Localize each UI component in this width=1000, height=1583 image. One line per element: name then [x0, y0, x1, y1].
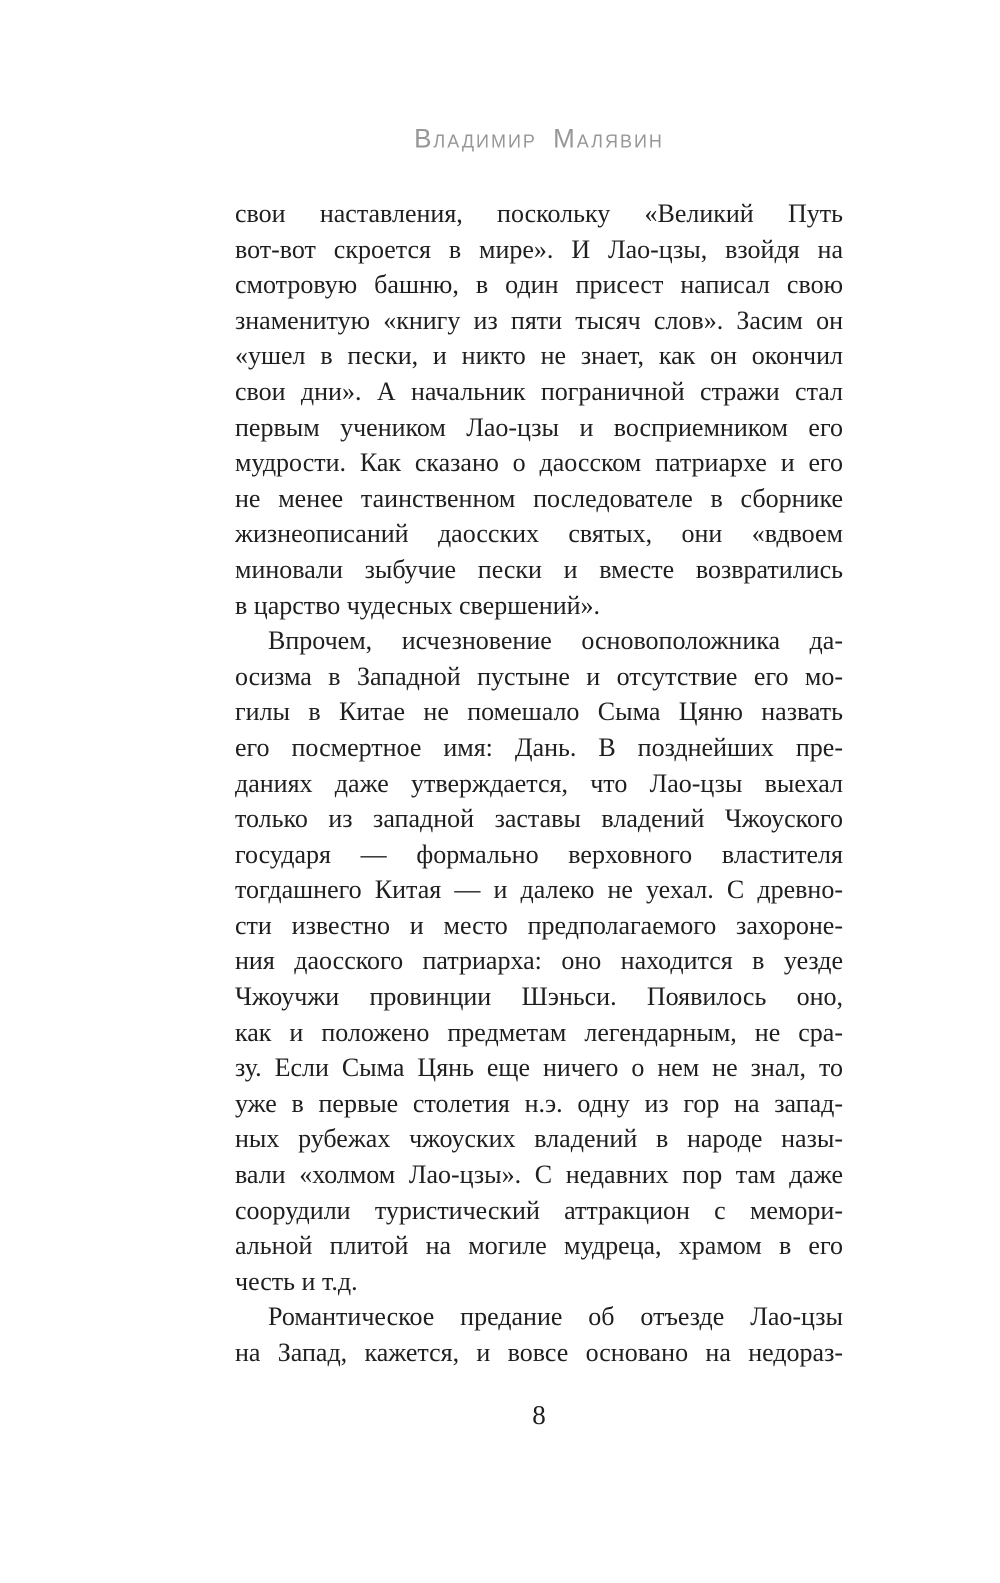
text-line: осизма в Западной пустыне и отсутствие его мо- — [235, 661, 843, 691]
text-line: гилы в Китае не помешало Сыма Цяню назвать — [235, 697, 843, 727]
text-line: его посмертное имя: Дань. В позднейших пре- — [235, 732, 843, 762]
text-line: Романтическое предание об отъезде Лао-цзы — [268, 1302, 843, 1332]
text-line: мудрости. Как сказано о даосском патриархе и его — [235, 448, 843, 478]
text-line: смотровую башню, в один присест написал свою — [235, 270, 843, 300]
page-number: 8 — [532, 1400, 546, 1430]
text-line: в царство чудесных свершений». — [235, 590, 601, 620]
text-line: ния даосского патриарха: оно находится в уезде — [235, 946, 843, 976]
text-line: вот-вот скроется в мире». И Лао-цзы, взойдя на — [235, 234, 843, 264]
text-line: свои наставления, поскольку «Великий Путь — [235, 199, 843, 228]
text-line: как и положено предметам легендарным, не сра- — [235, 1017, 843, 1047]
text-line: жизнеописаний даосских святых, они «вдвоем — [235, 519, 843, 549]
text-line: государя — формально верховного властителя — [235, 839, 843, 869]
text-line: первым учеником Лао-цзы и восприемником его — [235, 412, 843, 442]
text-line: только из западной заставы владений Чжоуского — [235, 804, 843, 834]
text-line: сти известно и место предполагаемого захороне- — [235, 910, 843, 940]
text-line: зу. Если Сыма Цянь еще ничего о нем не знал, то — [235, 1053, 843, 1083]
text-line: миновали зыбучие пески и вместе возвратились — [235, 554, 843, 584]
text-line: даниях даже утверждается, что Лао-цзы выехал — [235, 768, 843, 798]
text-line: вали «холмом Лао-цзы». С недавних пор там даже — [235, 1160, 843, 1190]
text-line: честь и т.д. — [235, 1266, 358, 1296]
text-line: альной плитой на могиле мудреца, храмом в его — [235, 1231, 843, 1261]
running-head: Владимир Малявин — [414, 122, 664, 154]
text-line: знаменитую «книгу из пяти тысяч слов». Засим он — [235, 305, 843, 335]
text-line: соорудили туристический аттракцион с мемори- — [235, 1195, 843, 1225]
text-block — [235, 196, 843, 1371]
text-line: уже в первые столетия н.э. одну из гор на запад- — [235, 1088, 843, 1118]
text-line: на Запад, кажется, и вовсе основано на недораз- — [235, 1338, 843, 1367]
text-line: Чжоучжи провинции Шэньси. Появилось оно, — [235, 982, 843, 1012]
text-line: свои дни». А начальник пограничной стражи стал — [235, 376, 843, 406]
text-line: «ушел в пески, и никто не знает, как он окончил — [235, 341, 843, 371]
text-line: не менее таинственном последователе в сборнике — [235, 483, 843, 513]
text-line: тогдашнего Китая — и далеко не уехал. С древно- — [235, 875, 843, 905]
text-line: Впрочем, исчезновение основоположника да- — [268, 626, 843, 656]
text-line: ных рубежах чжоуских владений в народе назы- — [235, 1124, 843, 1154]
